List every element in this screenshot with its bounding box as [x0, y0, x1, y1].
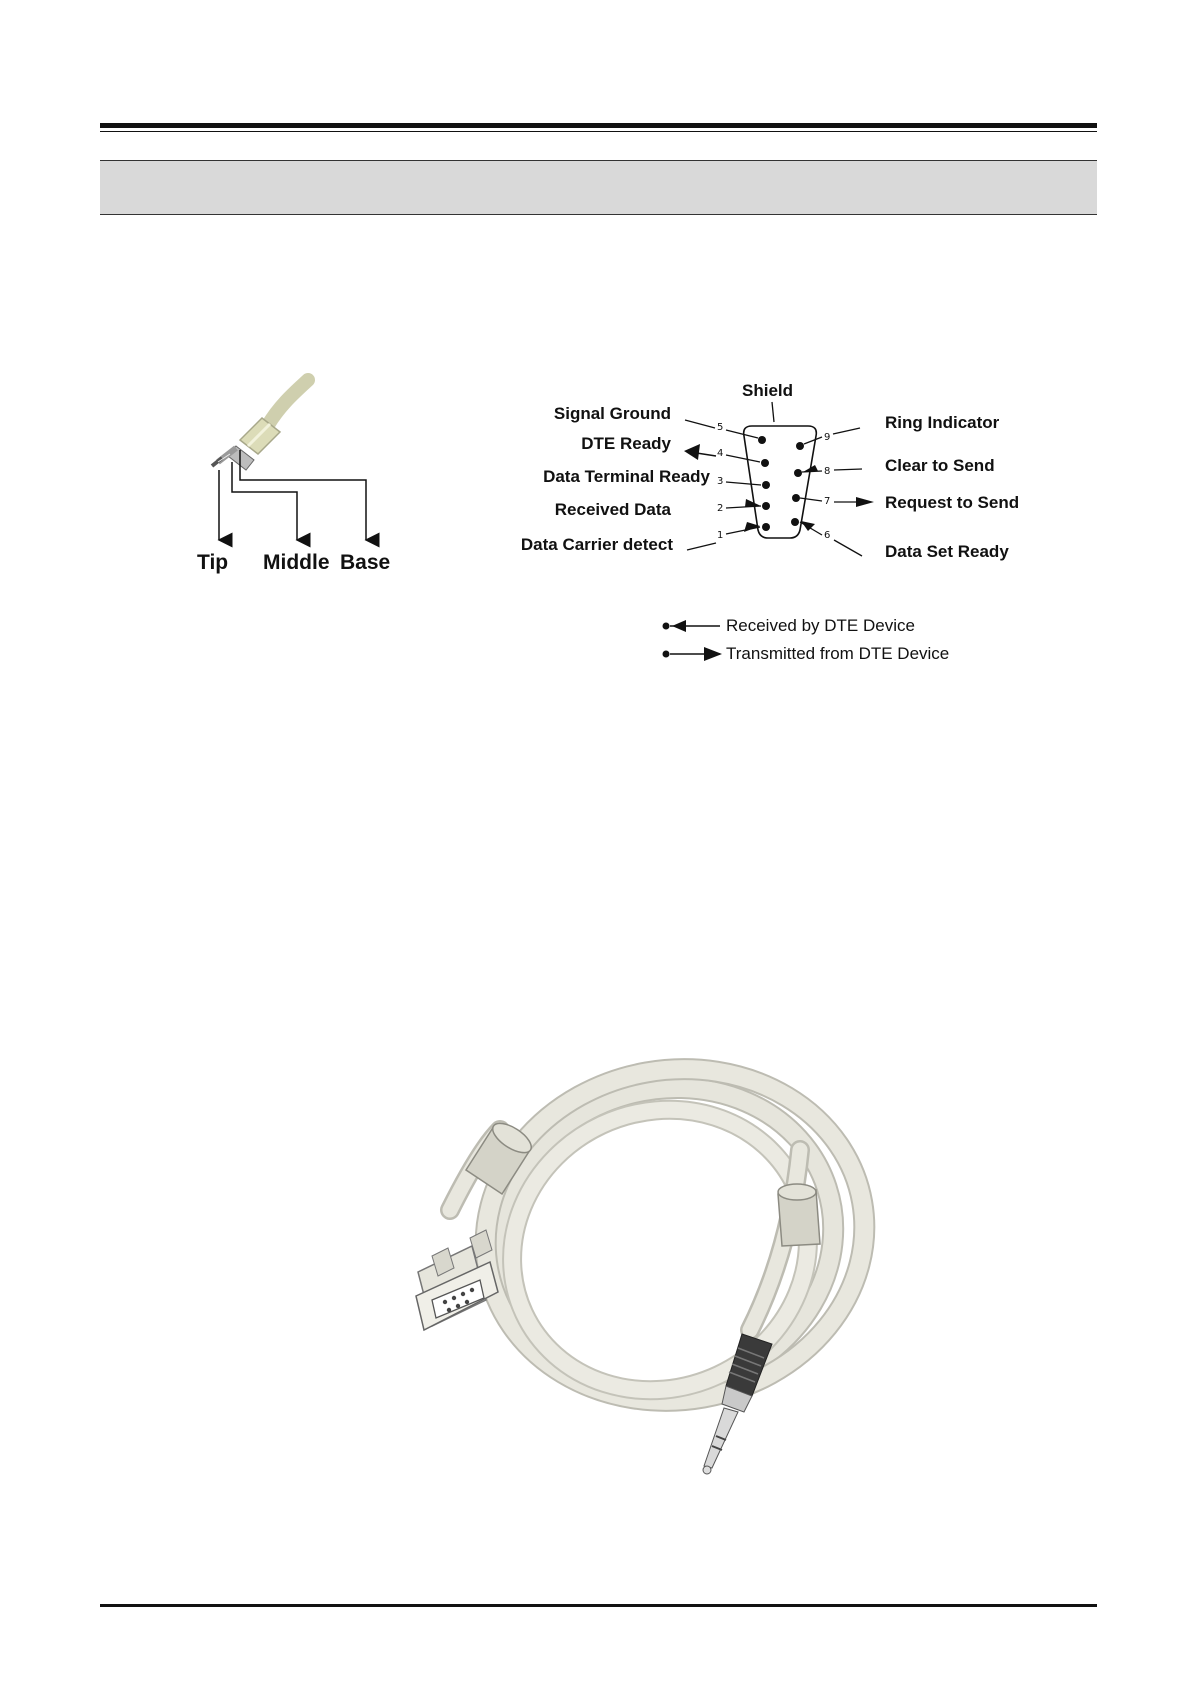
pin6-label: Data Set Ready — [885, 542, 1009, 561]
pin3-label: Data Terminal Ready — [543, 467, 710, 486]
pin8-label: Clear to Send — [885, 456, 995, 475]
pin6-number: 6 — [824, 530, 831, 541]
jack-label-tip: Tip — [197, 551, 229, 574]
db9-connector-illustration — [416, 1230, 498, 1330]
pin9-number: 9 — [824, 432, 831, 443]
pin7-label: Request to Send — [885, 493, 1020, 512]
pin8-number: 8 — [824, 466, 831, 477]
legend-received-arrow-icon — [672, 620, 686, 632]
jack-label-base: Base — [340, 551, 391, 574]
db9-shield-label: Shield — [742, 381, 794, 400]
pin5-number: 5 — [717, 422, 724, 433]
pin1-number: 1 — [717, 530, 724, 541]
pin1-label: Data Carrier detect — [520, 535, 673, 554]
pin5-label: Signal Ground — [553, 404, 671, 423]
pin3-number: 3 — [717, 476, 724, 487]
pin4-number: 4 — [717, 448, 724, 459]
jack-label-middle: Middle — [263, 551, 330, 574]
pin7-arrow-icon — [856, 497, 874, 507]
ferrite-bead-2 — [778, 1184, 820, 1246]
audio-jack-illustration — [212, 380, 308, 470]
pin2-number: 2 — [717, 503, 724, 514]
serial-cable-illustration — [416, 1040, 891, 1474]
legend-transmitted-arrow-icon — [704, 647, 722, 661]
footer-rule — [100, 1604, 1097, 1607]
db9-left-pins — [758, 436, 770, 531]
pin4-arrow-icon — [684, 444, 700, 460]
db9-legend — [663, 616, 950, 663]
audio-jack-diagram — [197, 380, 390, 574]
db9-pinout-diagram — [521, 381, 1019, 663]
legend-transmitted-text: Transmitted from DTE Device — [726, 644, 950, 663]
db9-right-leaders — [800, 428, 862, 556]
pin4-label: DTE Ready — [581, 434, 671, 453]
pin2-label: Received Data — [554, 500, 671, 519]
pin9-label: Ring Indicator — [885, 413, 1000, 432]
pin7-number: 7 — [824, 496, 831, 507]
legend-received-text: Received by DTE Device — [726, 616, 915, 635]
